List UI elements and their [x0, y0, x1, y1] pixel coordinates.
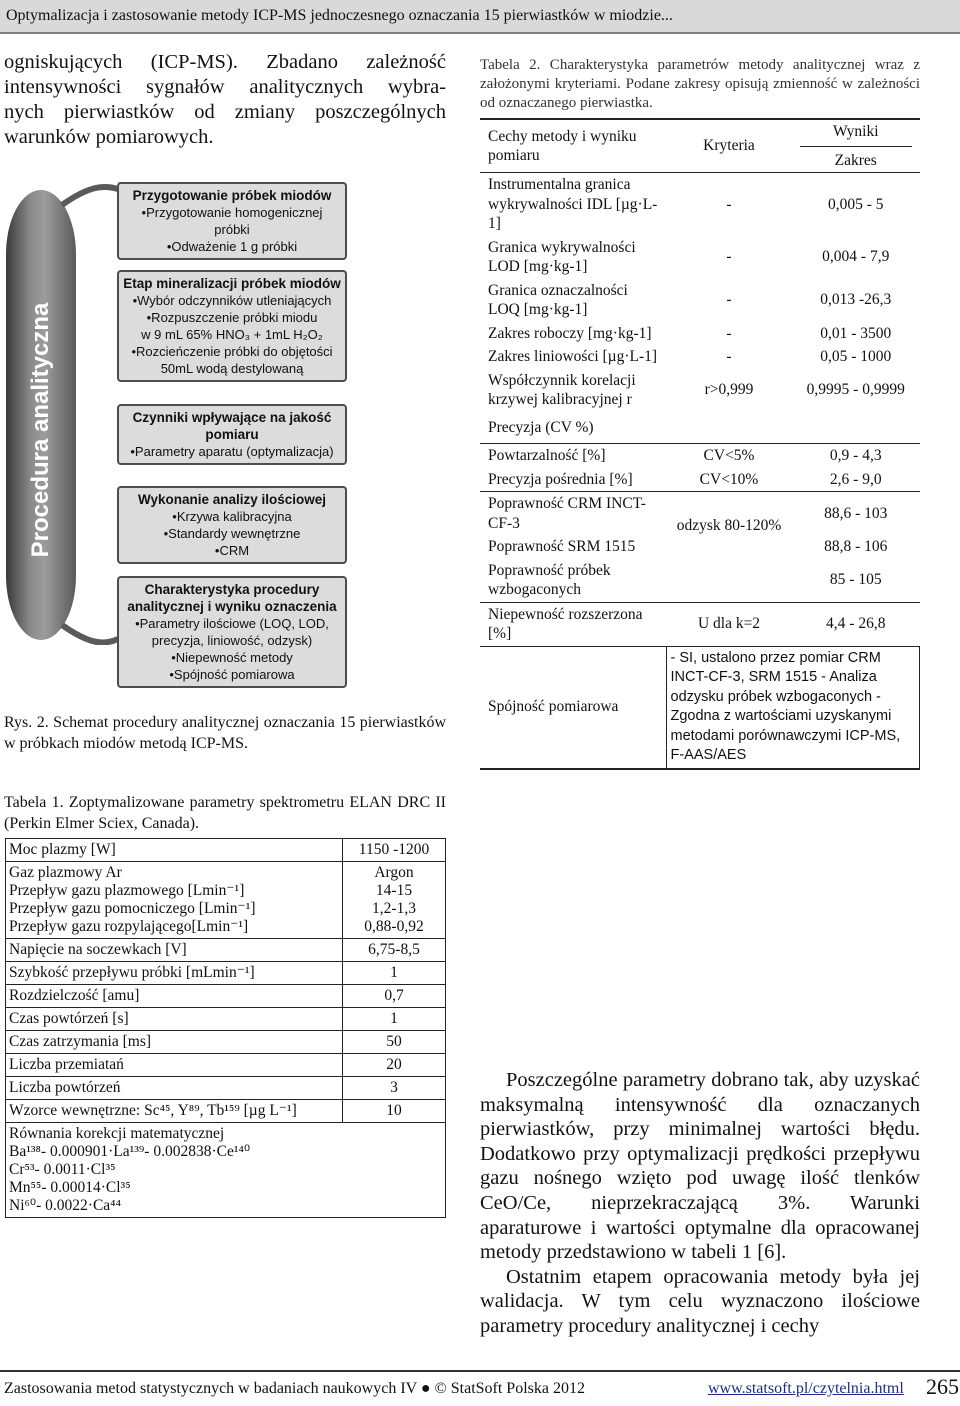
table-row — [6, 939, 446, 962]
table-cell: 0,9995 - 0,9999 — [806, 381, 905, 399]
flow-box-item: •Parametry aparatu (optymalizacja) — [130, 444, 334, 459]
table-cell: Napięcie na soczewkach [V] — [6, 939, 343, 962]
procedure-band-label: Procedura analityczna — [27, 302, 54, 558]
table-cell: CV<10% — [666, 468, 792, 492]
table-cell: 0,9 - 4,3 — [829, 447, 882, 464]
intro-line: intensywności sygnałów analitycznych wybra- — [4, 76, 446, 98]
flow-box-item: •Parametry ilościowe (LOQ, LOD, precyzja, liniowość, odzysk) — [135, 616, 329, 648]
flow-box-title: Etap mineralizacji próbek miodów — [123, 276, 341, 291]
intro-line: nych pierwiastków od zmiany poszczególnych — [4, 101, 446, 123]
table-cell: CV<5% — [703, 447, 755, 464]
table-row — [480, 559, 920, 603]
paragraph: Ostatnim etapem opracowania metody była jej walidacja. W tym celu wyznaczono ilościowe parametry procedury analitycznej i cechy — [480, 1265, 920, 1337]
table-cell: - — [726, 324, 732, 342]
flow-box-preparation — [117, 182, 347, 260]
column-header: Kryteria — [666, 119, 792, 173]
flow-box-item: •Odważenie 1 g próbki — [166, 239, 298, 254]
table-row — [6, 1123, 446, 1218]
table-cell: Czas powtórzeń [s] — [6, 1008, 343, 1031]
intro-paragraph — [4, 50, 446, 150]
table-cell: Liczba przemiatań — [6, 1054, 343, 1077]
equations-title: Równania korekcji matematycznej — [9, 1125, 225, 1142]
table-cell: 0,01 - 3500 — [820, 324, 892, 342]
table-cell: 1 — [343, 1008, 446, 1031]
flow-box-item: •Krzywa kalibracyjna — [172, 509, 292, 524]
table-cell: Niepewność rozszerzona [%] — [480, 602, 666, 646]
footer-link[interactable]: www.statsoft.pl/czytelnia.html — [708, 1380, 904, 1397]
flow-box-item: •Przygotowanie homogenicznej próbki — [141, 205, 323, 237]
flow-box-quality-factors — [117, 404, 347, 465]
table-row — [6, 862, 446, 939]
table-row — [480, 369, 920, 412]
table-cell: 0,005 - 5 — [827, 195, 884, 213]
gas-param: Przepływ gazu rozpylającego[Lmin⁻¹] — [9, 918, 249, 935]
table-cell: 20 — [343, 1054, 446, 1077]
table-row — [480, 345, 920, 369]
equation: Ni⁶⁰- 0.0022·Ca⁴⁴ — [9, 1197, 121, 1214]
table-cell: 1 — [343, 962, 446, 985]
gas-param: Przepływ gazu pomocniczego [Lmin⁻¹] — [9, 900, 256, 917]
table-cell: r>0,999 — [704, 381, 754, 399]
gas-param: Gaz plazmowy Ar — [9, 864, 122, 881]
table-cell: Powtarzalność [%] — [488, 447, 606, 464]
table-cell: Wzorce wewnętrzne: Sc⁴⁵, Y⁸⁹, Tb¹⁵⁹ [µg L⁻¹] — [6, 1100, 343, 1123]
table-cell: Spójność pomiarowa — [488, 698, 619, 716]
table-cell — [6, 1123, 446, 1218]
table-cell: 88,8 - 106 — [824, 538, 888, 555]
table-row — [6, 1077, 446, 1100]
table-row — [480, 646, 920, 769]
gas-value: Argon — [374, 864, 414, 881]
table-row — [6, 1031, 446, 1054]
table-cell: U dla k=2 — [666, 602, 792, 646]
equation: Ba¹³⁸- 0.000901·La¹³⁹- 0.002838·Ce¹⁴⁰ — [9, 1143, 251, 1160]
table-header-row — [480, 119, 920, 173]
flow-box-title: Charakterystyka procedury analitycznej i wyniku oznaczenia — [127, 582, 337, 614]
table-cell: Rozdzielczość [amu] — [6, 985, 343, 1008]
table-cell: Liczba powtórzeń — [6, 1077, 343, 1100]
table-cell: 85 - 105 — [792, 559, 920, 603]
running-header: Optymalizacja i zastosowanie metody ICP-MS jednoczesnego oznaczania 15 pierwiastków w miodzie... — [6, 7, 673, 24]
table-row — [480, 602, 920, 646]
flow-box-item: •Spójność pomiarowa — [169, 667, 295, 682]
table-cell: Granica wykrywalności LOD [mg·kg-1] — [488, 238, 636, 275]
flow-box-item: •Wybór odczynników utleniających — [132, 293, 332, 308]
table-cell: 0,004 - 7,9 — [822, 248, 890, 266]
table-row — [6, 985, 446, 1008]
intro-line: warunków pomiarowych. — [4, 126, 214, 148]
flow-box-item: •CRM — [214, 543, 250, 558]
table1 — [5, 838, 446, 1218]
table-row — [480, 492, 920, 536]
flow-box-item: •Rozpuszczenie próbki miodu — [146, 310, 318, 325]
table-row — [6, 839, 446, 862]
table-row — [480, 173, 920, 236]
figure-caption: Rys. 2. Schemat procedury analitycznej oznaczania 15 pierwiastków w próbkach miodów metodą ICP-MS. — [4, 714, 446, 752]
table-cell: - — [726, 348, 732, 365]
flow-box-item: w 9 mL 65% HNO₃ + 1mL H₂O₂ — [141, 327, 323, 342]
table-cell: 6,75-8,5 — [343, 939, 446, 962]
table-cell: 50 — [343, 1031, 446, 1054]
table-row — [480, 444, 920, 468]
flow-box-item: •Niepewność metody — [171, 650, 293, 665]
table-cell: 10 — [343, 1100, 446, 1123]
table1-caption: Tabela 1. Zoptymalizowane parametry spektrometru ELAN DRC II (Perkin Elmer Sciex, Canada). — [4, 794, 446, 832]
table-row — [480, 412, 920, 444]
flow-box-item: •Standardy wewnętrzne — [163, 526, 301, 541]
gas-param: Przepływ gazu plazmowego [Lmin⁻¹] — [9, 882, 245, 899]
column-header: Cechy metody i wyniku pomiaru — [480, 119, 666, 173]
table-cell: 88,6 - 103 — [824, 504, 888, 522]
table-cell: Czas zatrzymania [ms] — [6, 1031, 343, 1054]
table-cell: - — [726, 291, 732, 309]
table-cell: 1150 -1200 — [343, 839, 446, 862]
flow-box-title: Wykonanie analizy ilościowej — [137, 492, 327, 507]
flow-box-title: Czynniki wpływające na jakość pomiaru — [132, 410, 332, 442]
gas-value: 14-15 — [375, 882, 413, 899]
footer-divider — [0, 1370, 960, 1372]
column-header — [792, 119, 920, 173]
table-cell: Precyzja pośrednia [%] — [480, 468, 666, 492]
gas-value: 1,2-1,3 — [372, 900, 416, 917]
table2-caption: Tabela 2. Charakterystyka parametrów metody analitycznej wraz z założonymi kryteriami. Podane zakresy opisują zmienność w zależności od oznaczanego pierwiastka. — [480, 57, 920, 111]
table-cell: 0,05 - 1000 — [820, 348, 892, 365]
table-cell: Granica oznaczalności LOQ [mg·kg-1] — [488, 281, 628, 318]
equation: Cr⁵³- 0.0011·Cl³⁵ — [9, 1161, 116, 1178]
table-cell: 2,6 - 9,0 — [792, 468, 920, 492]
table-cell: 0,013 -26,3 — [820, 291, 892, 309]
table2 — [480, 118, 920, 770]
table-cell: Poprawność SRM 1515 — [488, 538, 636, 555]
table-cell — [343, 862, 446, 939]
column-header-results: Wyniki — [800, 122, 912, 147]
table-cell: - — [726, 248, 732, 266]
table-row — [480, 322, 920, 346]
flow-box-title: Przygotowanie próbek miodów — [132, 188, 332, 203]
table-cell: Poprawność próbek wzbogaconych — [480, 559, 666, 603]
table-cell: Moc plazmy [W] — [6, 839, 343, 862]
table-row — [6, 1008, 446, 1031]
flow-box-quantitative-analysis — [117, 486, 347, 564]
table-cell: Współczynnik korelacji krzywej kalibracyjnej r — [488, 371, 636, 408]
table-row — [480, 468, 920, 492]
table-row — [480, 236, 920, 279]
paragraph: Poszczególne parametry dobrano tak, aby uzyskać maksymalną intensywność dla oznaczanych pierwiastków, przy minimalnej wartości błędu. Dodatkowo przy optymalizacji prędkości przepływu gazu nośnego wzięto pod uwagę ilość tlenków CeO/Ce, nieprzekraczającą 3%. Warunki aparaturowe i wartości optymalne dla opracowanej metody przedstawiono w tabeli 1 [6]. — [480, 1069, 920, 1264]
gas-value: 0,88-0,92 — [364, 918, 424, 935]
table-cell: odzysk 80-120% — [676, 516, 782, 534]
table-cell: Poprawność CRM INCT-CF-3 — [488, 495, 646, 532]
table-cell: Precyzja (CV %) — [480, 412, 920, 444]
table-cell — [6, 862, 343, 939]
footer-text: Zastosowania metod statystycznych w badaniach naukowych IV ● © StatSoft Polska 2012 — [4, 1380, 585, 1397]
equation: Mn⁵⁵- 0.00014·Cl³⁵ — [9, 1179, 131, 1196]
flow-arrows-icon — [60, 175, 120, 645]
table-cell: Zakres roboczy [mg·kg-1] — [488, 324, 652, 342]
table-row — [6, 1054, 446, 1077]
column-header-range: Zakres — [834, 151, 877, 169]
table-cell: 3 — [343, 1077, 446, 1100]
table-row — [480, 279, 920, 322]
table-cell: 0,7 — [343, 985, 446, 1008]
table-cell: - SI, ustalono przez pomiar CRM INCT-CF-3, SRM 1515 - Analiza odzysku próbek wzbogaconych - Zgodna z wartościami uzyskanymi metodami porównawczymi ICP-MS, F-AAS/AES — [666, 646, 920, 769]
table-row — [6, 1100, 446, 1123]
table-cell — [666, 559, 792, 603]
table-cell: Szybkość przepływu próbki [mLmin⁻¹] — [6, 962, 343, 985]
table-cell: Zakres liniowości [µg·L-1] — [488, 348, 658, 365]
page-number: 265 — [926, 1374, 959, 1399]
flow-box-characteristics — [117, 576, 347, 688]
flow-box-item: •Rozcieńczenie próbki do objętości 50mL wodą destylowaną — [131, 344, 333, 376]
intro-line: ogniskujących (ICP-MS). Zbadano zależność — [4, 51, 446, 73]
table-row — [6, 962, 446, 985]
flow-box-mineralization — [117, 270, 347, 382]
table-cell: - — [726, 195, 732, 213]
body-text — [480, 1068, 920, 1339]
table-cell: Instrumentalna granica wykrywalności IDL [µg·L-1] — [488, 176, 658, 232]
table-cell: 4,4 - 26,8 — [792, 602, 920, 646]
